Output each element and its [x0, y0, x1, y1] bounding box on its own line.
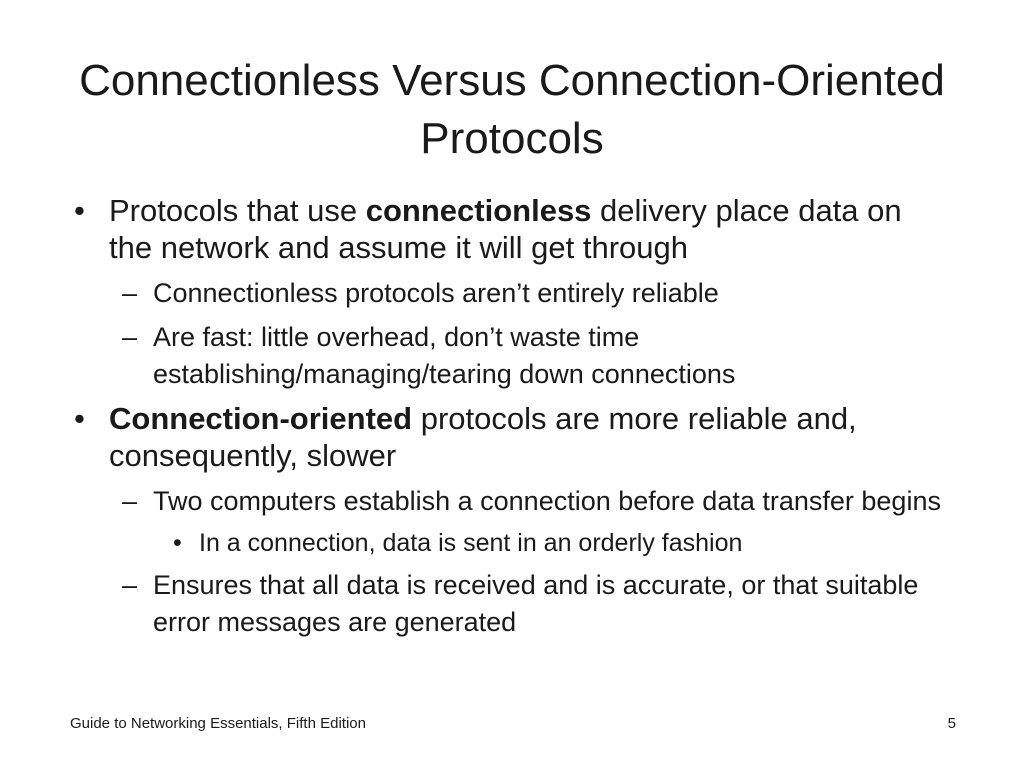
bullet-dot-icon: •	[74, 401, 85, 436]
bullet-text: Are fast: little overhead, don’t waste time establishing/managing/tearing down connections	[153, 322, 736, 389]
bullet-level2-fast	[72, 319, 952, 393]
bullet-text-post: protocols are more reliable and, consequently, slower	[109, 401, 857, 473]
bullet-text: Two computers establish a connection before data transfer begins	[153, 486, 941, 516]
bullet-level2-accurate	[72, 567, 952, 641]
bullet-text-post: delivery place data on the network and assume it will get through	[109, 193, 902, 265]
dash-bullet-icon: –	[122, 486, 138, 516]
bullet-dot-icon: •	[74, 193, 85, 228]
bullet-text: Ensures that all data is received and is accurate, or that suitable error messages are generated	[153, 570, 919, 637]
footer-book-title: Guide to Networking Essentials, Fifth Edition	[70, 715, 366, 732]
slide-body	[72, 192, 952, 648]
bullet-text: Connectionless protocols aren’t entirely reliable	[153, 278, 719, 308]
bullet-level1-connection-oriented	[72, 400, 952, 474]
dash-bullet-icon: –	[122, 322, 138, 352]
bullet-level2-establish-connection	[72, 483, 952, 520]
footer-page-number: 5	[947, 715, 956, 732]
slide-title: Connectionless Versus Connection-Oriented Protocols	[79, 56, 945, 163]
bullet-text-pre: Protocols that use	[109, 193, 366, 228]
bullet-level2-not-reliable	[72, 275, 952, 312]
dash-bullet-icon: –	[122, 278, 138, 308]
bullet-dot-icon: •	[173, 529, 182, 557]
bullet-level1-connectionless	[72, 192, 952, 266]
bullet-text-bold: connectionless	[365, 193, 592, 228]
dash-bullet-icon: –	[122, 570, 138, 600]
bullet-text: In a connection, data is sent in an orderly fashion	[199, 529, 743, 557]
bullet-level3-orderly	[72, 527, 952, 560]
bullet-text-bold: Connection-oriented	[109, 401, 413, 436]
